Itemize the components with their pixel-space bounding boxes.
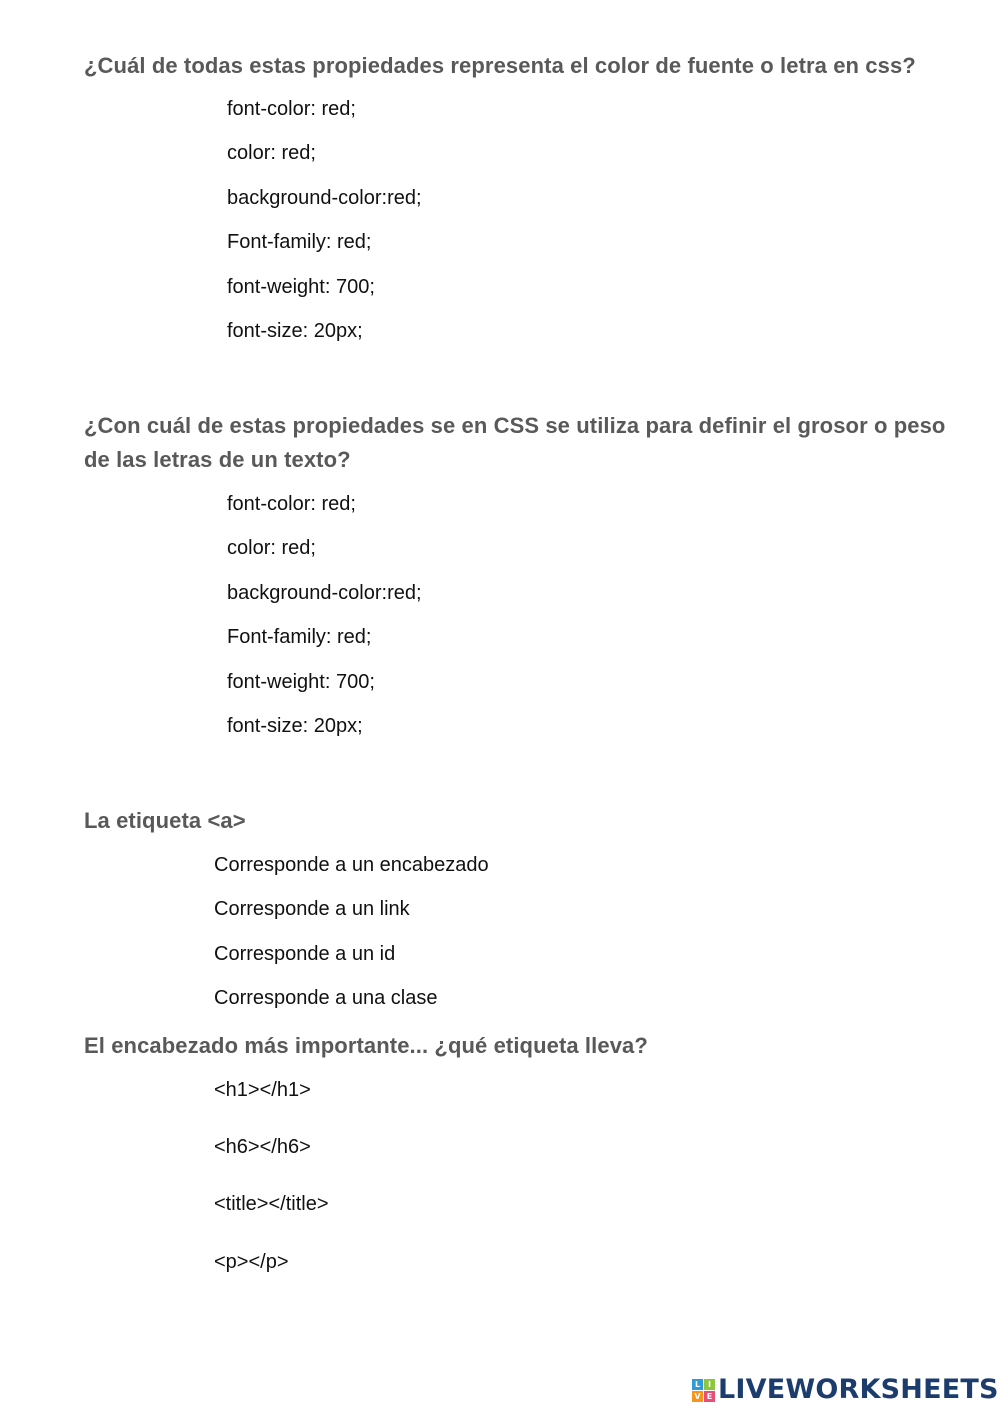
logo-mark-letter-i: I [704, 1379, 715, 1390]
q2-option-6[interactable]: font-size: 20px; [227, 715, 363, 737]
q1-option-2[interactable]: color: red; [227, 142, 316, 164]
q4-option-3[interactable]: <title></title> [214, 1193, 329, 1215]
q1-option-4[interactable]: Font-family: red; [227, 231, 372, 253]
q2-option-2[interactable]: color: red; [227, 537, 316, 559]
q2-option-1[interactable]: font-color: red; [227, 493, 356, 515]
q2-option-5[interactable]: font-weight: 700; [227, 671, 375, 693]
question-1-text: ¿Cuál de todas estas propiedades representa el color de fuente o letra en css? [84, 53, 916, 78]
logo-mark-letter-e: E [704, 1391, 715, 1402]
q4-option-4[interactable]: <p></p> [214, 1251, 289, 1273]
q1-option-1[interactable]: font-color: red; [227, 98, 356, 120]
q3-option-4[interactable]: Corresponde a una clase [214, 987, 438, 1009]
question-2-text: ¿Con cuál de estas propiedades se en CSS se utiliza para definir el grosor o peso de las letras de un texto? [84, 413, 946, 472]
q1-option-3[interactable]: background-color:red; [227, 187, 422, 209]
logo-text: LIVEWORKSHEETS [718, 1374, 999, 1405]
q2-option-4[interactable]: Font-family: red; [227, 626, 372, 648]
logo-mark-letter-v: V [692, 1391, 703, 1402]
q3-option-3[interactable]: Corresponde a un id [214, 943, 396, 965]
question-4-text: El encabezado más importante... ¿qué etiqueta lleva? [84, 1033, 648, 1058]
q3-option-2[interactable]: Corresponde a un link [214, 898, 410, 920]
q1-option-6[interactable]: font-size: 20px; [227, 320, 363, 342]
q4-option-1[interactable]: <h1></h1> [214, 1079, 311, 1101]
question-3-text: La etiqueta <a> [84, 808, 246, 833]
q3-option-1[interactable]: Corresponde a un encabezado [214, 854, 489, 876]
q2-option-3[interactable]: background-color:red; [227, 582, 422, 604]
logo-mark-letter-l: L [692, 1379, 703, 1390]
q1-option-5[interactable]: font-weight: 700; [227, 276, 375, 298]
logo-mark-icon [692, 1379, 715, 1402]
q4-option-2[interactable]: <h6></h6> [214, 1136, 311, 1158]
liveworksheets-logo [692, 1375, 999, 1405]
